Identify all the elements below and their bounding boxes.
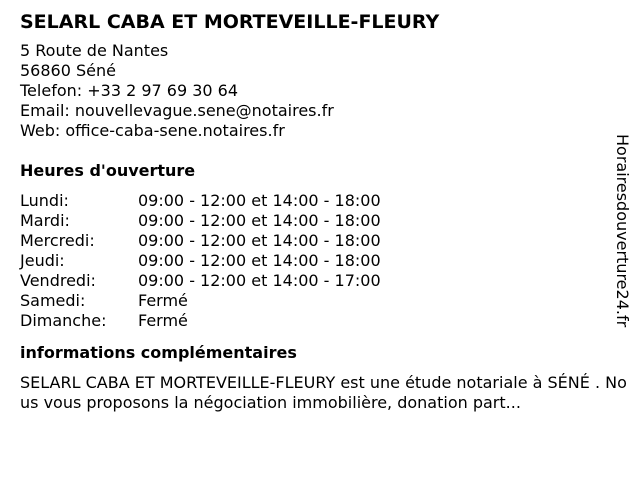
day-hours: 09:00 - 12:00 et 14:00 - 18:00 xyxy=(138,251,381,270)
day-label: Jeudi: xyxy=(20,251,65,270)
hours-row-vendredi xyxy=(20,271,620,291)
info-description: SELARL CABA ET MORTEVEILLE-FLEURY est une étude notariale à SÉNÉ . Nous vous proposons la négociation immobilière, donation part... xyxy=(20,373,627,412)
business-name: SELARL CABA ET MORTEVEILLE-FLEURY xyxy=(20,11,440,33)
hours-heading: Heures d'ouverture xyxy=(20,161,196,180)
day-hours: 09:00 - 12:00 et 14:00 - 17:00 xyxy=(138,271,381,290)
day-label: Vendredi: xyxy=(20,271,96,290)
web-line[interactable]: Web: office-caba-sene.notaires.fr xyxy=(20,121,285,140)
info-heading: informations complémentaires xyxy=(20,343,297,362)
day-hours: 09:00 - 12:00 et 14:00 - 18:00 xyxy=(138,231,381,250)
hours-row-dimanche xyxy=(20,311,620,331)
brand-watermark-text: Horairesdouverture24.fr xyxy=(613,134,632,328)
day-hours: Fermé xyxy=(138,291,188,310)
hours-row-samedi xyxy=(20,291,620,311)
day-label: Lundi: xyxy=(20,191,69,210)
hours-row-mardi xyxy=(20,211,620,231)
hours-row-jeudi xyxy=(20,251,620,271)
hours-row-lundi xyxy=(20,191,620,211)
opening-hours-table xyxy=(20,191,620,331)
day-hours: 09:00 - 12:00 et 14:00 - 18:00 xyxy=(138,211,381,230)
day-label: Mercredi: xyxy=(20,231,95,250)
day-hours: 09:00 - 12:00 et 14:00 - 18:00 xyxy=(138,191,381,210)
day-hours: Fermé xyxy=(138,311,188,330)
brand-watermark xyxy=(612,134,632,344)
hours-row-mercredi xyxy=(20,231,620,251)
street-address: 5 Route de Nantes xyxy=(20,41,169,60)
city-postcode: 56860 Séné xyxy=(20,61,116,80)
email-line[interactable]: Email: nouvellevague.sene@notaires.fr xyxy=(20,101,334,120)
phone-line[interactable]: Telefon: +33 2 97 69 30 64 xyxy=(20,81,239,100)
day-label: Mardi: xyxy=(20,211,70,230)
address-block xyxy=(20,41,620,141)
day-label: Dimanche: xyxy=(20,311,107,330)
day-label: Samedi: xyxy=(20,291,86,310)
